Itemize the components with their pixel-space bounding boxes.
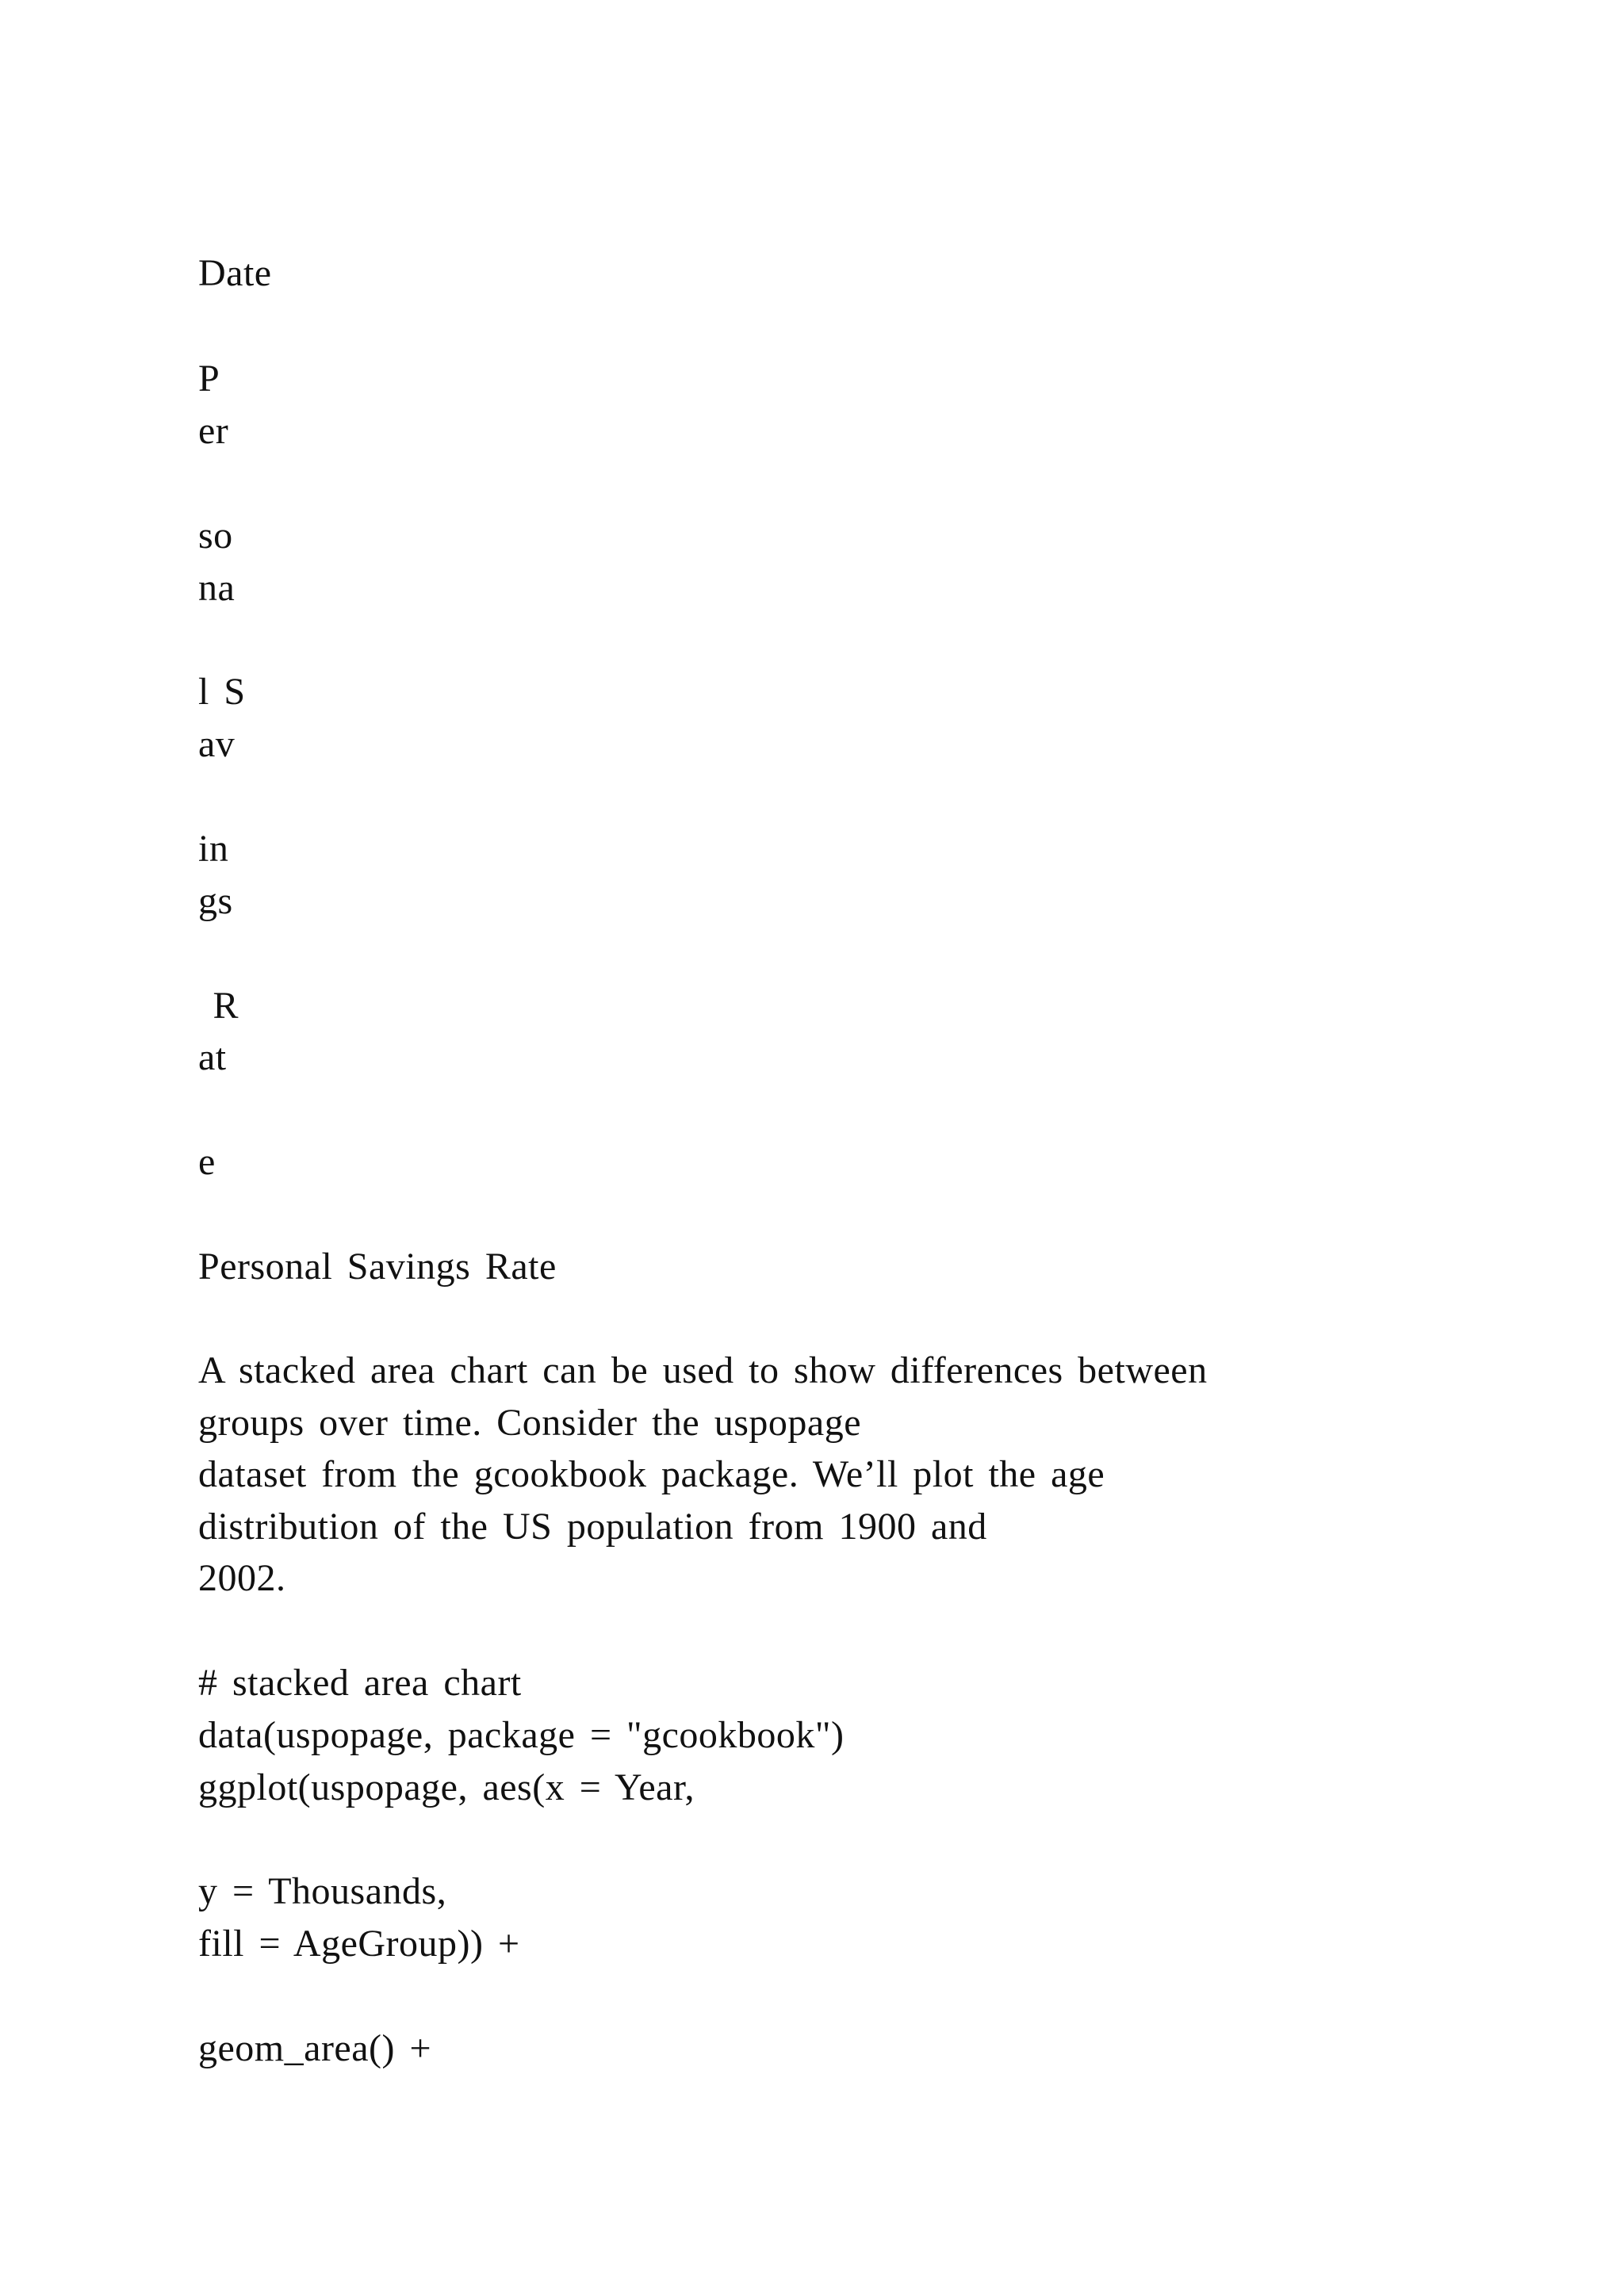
y-axis-label-fragment: av <box>198 723 236 765</box>
code-line: data(uspopage, package = "gcookbook") <box>198 1714 845 1756</box>
y-axis-label-fragment: na <box>198 567 236 609</box>
y-axis-label-fragment: at <box>198 1036 227 1078</box>
code-line: y = Thousands, <box>198 1870 447 1912</box>
y-axis-label-fragment: so <box>198 515 233 557</box>
paragraph-line: A stacked area chart can be used to show differences between <box>198 1349 1208 1391</box>
y-axis-label-fragment: R <box>198 985 239 1027</box>
y-axis-label-fragment: in <box>198 828 229 870</box>
x-axis-label: Date <box>198 252 272 294</box>
y-axis-label-fragment: P <box>198 358 220 400</box>
y-axis-label-fragment: e <box>198 1141 216 1183</box>
y-axis-label-fragment: er <box>198 410 229 452</box>
code-line: # stacked area chart <box>198 1662 522 1704</box>
paragraph-line: 2002. <box>198 1557 286 1599</box>
chart-title: Personal Savings Rate <box>198 1246 557 1288</box>
y-axis-label-fragment: gs <box>198 880 233 922</box>
code-line: geom_area() + <box>198 2027 432 2069</box>
code-line: ggplot(uspopage, aes(x = Year, <box>198 1766 695 1808</box>
y-axis-label-fragment: l S <box>198 671 246 713</box>
paragraph-line: groups over time. Consider the uspopage <box>198 1402 862 1444</box>
paragraph-line: dataset from the gcookbook package. We’ll plot the age <box>198 1453 1105 1495</box>
paragraph-line: distribution of the US population from 1900 and <box>198 1506 987 1548</box>
code-line: fill = AgeGroup)) + <box>198 1923 520 1965</box>
